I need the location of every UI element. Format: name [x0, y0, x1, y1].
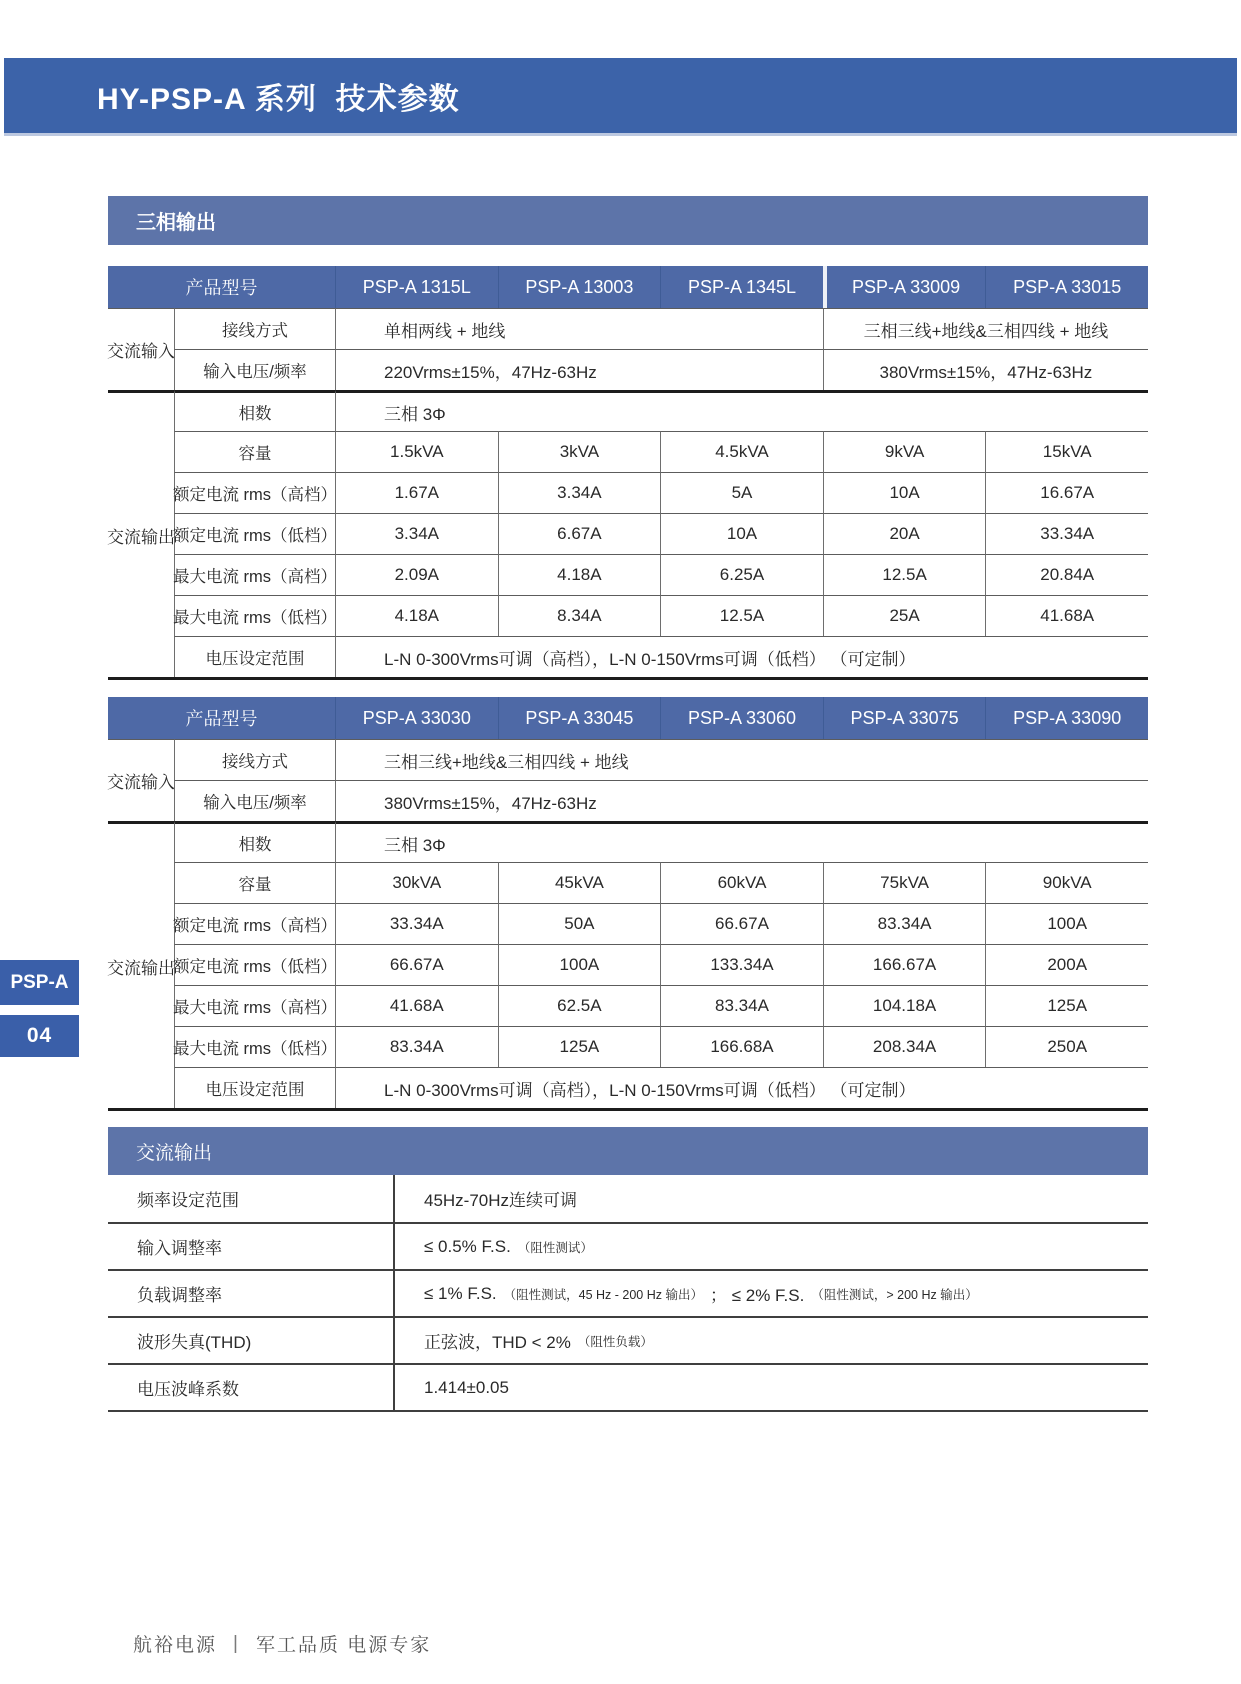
footer-brand: 航裕电源 [133, 1635, 218, 1656]
table2-max-low-3: 208.34A [823, 1026, 986, 1067]
table1-voltage-label: 输入电压/频率 [174, 349, 335, 390]
section-header-three-phase [108, 196, 1148, 245]
table2-phase-value: 三相 3Φ [335, 821, 1148, 862]
table1-model-4: PSP-A 33015 [985, 266, 1148, 308]
table2-vrange-value: L-N 0-300Vrms可调（高档），L-N 0-150Vrms可调（低档） （可定制） [335, 1067, 1148, 1108]
table2-voltage-label: 输入电压/频率 [174, 780, 335, 821]
param-note: （阻性负载） [577, 1334, 653, 1349]
table1-phase-label: 相数 [174, 390, 335, 431]
param-value-line-regulation [393, 1222, 1148, 1269]
param-label-load-regulation: 负载调整率 [108, 1269, 393, 1316]
table2-rated-high-0: 33.34A [335, 903, 498, 944]
table2-wiring-label: 接线方式 [174, 739, 335, 780]
table1-model-1: PSP-A 13003 [498, 266, 661, 308]
side-tab-label: PSP-A [10, 971, 69, 993]
table1-rated-high-0: 1.67A [335, 472, 498, 513]
table2-rated-high-3: 83.34A [823, 903, 986, 944]
side-tab-series [0, 960, 79, 1005]
table1-voltage-right: 380Vrms±15%，47Hz-63Hz [823, 349, 1148, 390]
table1-vrange-value: L-N 0-300Vrms可调（高档），L-N 0-150Vrms可调（低档） （可定制） [335, 636, 1148, 677]
page-title: HY-PSP-A 系列 技术参数 [97, 82, 460, 116]
table2-model-4: PSP-A 33090 [985, 697, 1148, 739]
table1-rated-low-0: 3.34A [335, 513, 498, 554]
table2-rated-low-2: 133.34A [660, 944, 823, 985]
table2-rated-low-3: 166.67A [823, 944, 986, 985]
table1-max-low-1: 8.34A [498, 595, 661, 636]
table1-capacity-3: 9kVA [823, 431, 986, 472]
table2-rated-high-1: 50A [498, 903, 661, 944]
title-bar [4, 58, 1237, 136]
table2-model-3: PSP-A 33075 [823, 697, 986, 739]
table2-rated-high-2: 66.67A [660, 903, 823, 944]
table1-header-product-label: 产品型号 [108, 266, 335, 308]
param-note: （阻性测试） [517, 1240, 593, 1255]
table2-rated-low-1: 100A [498, 944, 661, 985]
table1-capacity-1: 3kVA [498, 431, 661, 472]
table2-max-high-1: 62.5A [498, 985, 661, 1026]
param-text: 1.414±0.05 [424, 1377, 509, 1397]
table2-model-1: PSP-A 33045 [498, 697, 661, 739]
table1-max-low-3: 25A [823, 595, 986, 636]
table2-capacity-0: 30kVA [335, 862, 498, 903]
table1-capacity-label: 容量 [174, 431, 335, 472]
table2-voltage-value: 380Vrms±15%，47Hz-63Hz [335, 780, 1148, 821]
param-text: ≤ 1% F.S. [424, 1283, 497, 1303]
param-text: ； ≤ 2% F.S. [709, 1286, 805, 1305]
param-text: ≤ 0.5% F.S. [424, 1236, 511, 1256]
table2-rated-low-0: 66.67A [335, 944, 498, 985]
table1-max-high-2: 6.25A [660, 554, 823, 595]
spec-table-2 [108, 697, 1148, 1111]
table2-capacity-label: 容量 [174, 862, 335, 903]
table1-capacity-4: 15kVA [985, 431, 1148, 472]
table2-wiring-value: 三相三线+地线&三相四线 + 地线 [335, 739, 1148, 780]
table2-model-2: PSP-A 33060 [660, 697, 823, 739]
table2-rated-high-4: 100A [985, 903, 1148, 944]
table2-max-high-3: 104.18A [823, 985, 986, 1026]
table1-rated-low-label: 额定电流 rms（低档） [174, 513, 335, 554]
param-text: 正弦波，THD < 2% [424, 1333, 571, 1352]
footer-slogan: 军工品质 电源专家 [255, 1635, 432, 1656]
param-label-thd: 波形失真(THD) [108, 1316, 393, 1363]
table1-rated-high-3: 10A [823, 472, 986, 513]
table1-max-high-3: 12.5A [823, 554, 986, 595]
spec-table-1 [108, 266, 1148, 680]
table2-model-0: PSP-A 33030 [335, 697, 498, 739]
table1-model-0: PSP-A 1315L [335, 266, 498, 308]
footer-divider: | [233, 1632, 240, 1654]
param-value-crest-factor [393, 1363, 1148, 1410]
table2-group-input: 交流输入 [108, 739, 174, 821]
table2-max-low-1: 125A [498, 1026, 661, 1067]
page-number-tab [0, 1015, 79, 1057]
table2-max-high-label: 最大电流 rms（高档） [174, 985, 335, 1026]
table2-max-low-label: 最大电流 rms（低档） [174, 1026, 335, 1067]
table1-vrange-label: 电压设定范围 [174, 636, 335, 677]
table2-header-product-label: 产品型号 [108, 697, 335, 739]
table1-rated-low-3: 20A [823, 513, 986, 554]
table2-vrange-label: 电压设定范围 [174, 1067, 335, 1108]
param-value-thd [393, 1316, 1148, 1363]
param-text: 45Hz-70Hz连续可调 [424, 1191, 578, 1210]
param-label-frequency-range: 频率设定范围 [137, 1191, 239, 1210]
param-label-crest-factor: 电压波峰系数 [108, 1363, 393, 1410]
table2-max-high-0: 41.68A [335, 985, 498, 1026]
table1-rated-low-1: 6.67A [498, 513, 661, 554]
table2-max-low-0: 83.34A [335, 1026, 498, 1067]
table2-max-low-2: 166.68A [660, 1026, 823, 1067]
section-title: 交流输出 [136, 1142, 213, 1164]
table1-max-low-label: 最大电流 rms（低档） [174, 595, 335, 636]
section-header-ac-output [108, 1127, 1148, 1175]
table2-max-high-4: 125A [985, 985, 1148, 1026]
table1-rated-high-1: 3.34A [498, 472, 661, 513]
param-note: （阻性测试，45 Hz - 200 Hz 输出） [503, 1287, 703, 1302]
table1-max-low-2: 12.5A [660, 595, 823, 636]
table1-max-low-4: 41.68A [985, 595, 1148, 636]
table2-rated-low-4: 200A [985, 944, 1148, 985]
table2-max-low-4: 250A [985, 1026, 1148, 1067]
table1-rated-high-2: 5A [660, 472, 823, 513]
param-value-load-regulation [393, 1269, 1148, 1316]
table1-capacity-2: 4.5kVA [660, 431, 823, 472]
table1-wiring-label: 接线方式 [174, 308, 335, 349]
table1-max-high-0: 2.09A [335, 554, 498, 595]
table2-capacity-1: 45kVA [498, 862, 661, 903]
table2-capacity-2: 60kVA [660, 862, 823, 903]
table1-model-2: PSP-A 1345L [660, 266, 823, 308]
section-title: 三相输出 [136, 212, 216, 234]
table1-group-output: 交流输出 [108, 390, 174, 677]
ac-output-params-table [108, 1175, 1148, 1412]
table1-wiring-right: 三相三线+地线&三相四线 + 地线 [823, 308, 1148, 349]
table2-group-output: 交流输出 [108, 821, 174, 1108]
table2-rated-high-label: 额定电流 rms（高档） [174, 903, 335, 944]
table1-rated-high-label: 额定电流 rms（高档） [174, 472, 335, 513]
table1-voltage-left: 220Vrms±15%，47Hz-63Hz [335, 349, 823, 390]
table2-capacity-4: 90kVA [985, 862, 1148, 903]
table1-rated-low-2: 10A [660, 513, 823, 554]
table1-group-input: 交流输入 [108, 308, 174, 390]
table2-rated-low-label: 额定电流 rms（低档） [174, 944, 335, 985]
param-value-frequency-range [393, 1175, 1148, 1222]
table1-capacity-0: 1.5kVA [335, 431, 498, 472]
param-label-line-regulation: 输入调整率 [108, 1222, 393, 1269]
param-note: （阻性测试，> 200 Hz 输出） [811, 1287, 978, 1302]
table1-max-high-label: 最大电流 rms（高档） [174, 554, 335, 595]
table1-max-high-4: 20.84A [985, 554, 1148, 595]
table1-wiring-left: 单相两线 + 地线 [335, 308, 823, 349]
table2-max-high-2: 83.34A [660, 985, 823, 1026]
table2-phase-label: 相数 [174, 821, 335, 862]
table1-phase-value: 三相 3Φ [335, 390, 1148, 431]
table1-max-low-0: 4.18A [335, 595, 498, 636]
table1-rated-high-4: 16.67A [985, 472, 1148, 513]
table1-max-high-1: 4.18A [498, 554, 661, 595]
table1-model-3: PSP-A 33009 [823, 266, 986, 308]
footer [133, 1630, 431, 1657]
table1-rated-low-4: 33.34A [985, 513, 1148, 554]
table2-capacity-3: 75kVA [823, 862, 986, 903]
page-number: 04 [26, 1024, 53, 1047]
